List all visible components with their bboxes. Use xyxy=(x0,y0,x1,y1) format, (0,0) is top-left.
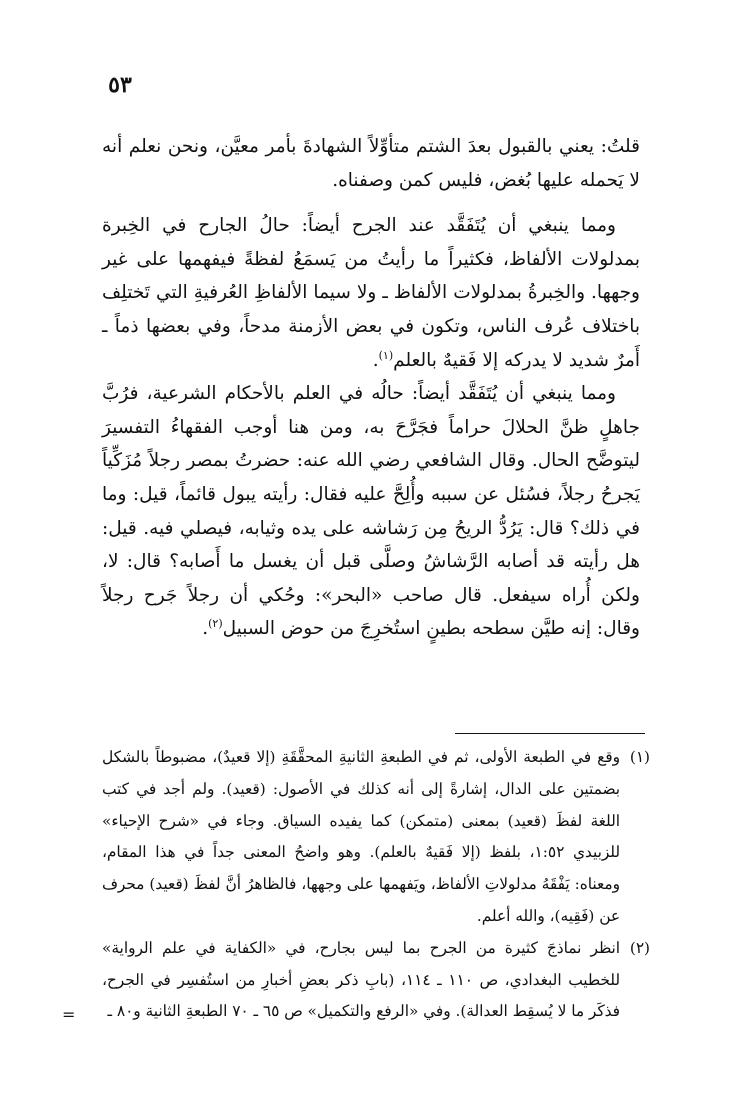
continuation-mark: = xyxy=(62,1005,76,1024)
footnote-ref-1: (١) xyxy=(378,348,394,362)
paragraph-2-tail: . xyxy=(372,349,379,371)
page-number: ٥٣ xyxy=(108,72,132,98)
paragraph-1 xyxy=(102,130,640,197)
paragraph-3 xyxy=(102,377,640,646)
footnote-2 xyxy=(102,933,650,1028)
footnote-ref-2: (٢) xyxy=(208,617,223,631)
footnote-1-text: وقع في الطبعة الأولى، ثم في الطبعةِ الثانيةِ المحقَّقَةِ (إلا قعيدٌ)، مضبوطاً بالشكل بضمتين على الدال، إشارةً إلى أنه كذلك في الأصول: (قعيد). ولم أجد في كتب اللغة لفظَ (قعيد) بمعنى (متمكن) كما يفيده السياق. وجاء في «شرح الإحياء» للزبيدي ١:٥٢، بلفظ (إلا فَقيهٌ بالعلم). وهو واضحُ المعنى جداً في هذا المقام، ومعناه: يَفْقَهُ مدلولاتِ الألفاظ، ويَفهمها على وجهها، فالظاهرُ أنَّ لفظَ (قعيد) محرف عن (فَقِيه)، والله أعلم. xyxy=(102,748,620,925)
paragraph-2 xyxy=(102,209,640,377)
footnote-1-number: (١) xyxy=(629,748,650,766)
footnote-1 xyxy=(102,742,650,933)
paragraph-3-text: ومما ينبغي أن يُتَفَقَّد أيضاً: حالُه في العلم بالأحكام الشرعية، فرُبَّ جاهلٍ ظنَّ الحلالَ حراماً فجَرَّحَ به، ومن هنا أوجب الفقهاءُ التفسيرَ ليتوضَّح الحال. وقال الشافعي رضي الله عنه: حضرتُ بمصر رجلاً مُزَكِّياً يَجرحُ رجلاً، فسُئل عن سببه وأُلِحَّ عليه فقال: رأيته يبول قائماً، قيل: وما في ذلك؟ قال: يَرُدُّ الريحُ مِن رَشاشه على يده وثيابه، فيصلي فيه. قيل: هل رأيته قد أصابه الرَّشاشُ وصلَّى قبل أن يغسل ما أَصابه؟ قال: لا، ولكن أُراه سيفعل. قال صاحب «البحر»: وحُكي أن رجلاً جَرح رجلاً وقال: إنه طيَّن سطحه بطينٍ استُخرِجَ من حوض السبيل xyxy=(102,383,640,640)
footnote-2-number: (٢) xyxy=(629,938,650,957)
footnote-2-text: انظر نماذجَ كثيرة من الجرح بما ليس بجارح، في «الكفاية في علم الرواية» للخطيب البغدادي، ص ١١٠ ـ ١١٤، (بابِ ذكر بعضِ أخبارِ من استُفسِر في الجرح، فذكَر ما لا يُسقِط العدالة). وفي «الرفع والتكميل» ص ٦٥ ـ ٧٠ الطبعةِ الثانية و٨٠ ـ xyxy=(102,938,620,1021)
footnote-divider xyxy=(455,733,645,734)
paragraph-3-tail: . xyxy=(202,618,209,640)
main-text xyxy=(102,130,640,646)
footnotes-section xyxy=(102,742,650,1028)
paragraph-2-text: ومما ينبغي أن يُتَفَقَّد عند الجرح أيضاً: حالُ الجارح في الخِبرة بمدلولات الألفاظ، فكثيراً ما رأيتُ من يَسمَعُ لفظةً فيفهمها على غير وجهها. والخِبرةُ بمدلولات الألفاظ ـ ولا سيما الألفاظِ العُرفيةِ التي تَختلِف باختلاف عُرف الناس، وتكون في بعض الأزمنة مدحاً، وفي بعضها ذماً ـ أَمرٌ شديد لا يدركه إلا فَقيهٌ بالعلم xyxy=(102,215,640,371)
paragraph-1-text: قلتُ: يعني بالقبول بعدَ الشتم متأوِّلاً الشهادةَ بأمر معيَّن، ونحن نعلم أنه لا يَحمله عليها بُغض، فليس كمن وصفناه. xyxy=(102,136,640,191)
